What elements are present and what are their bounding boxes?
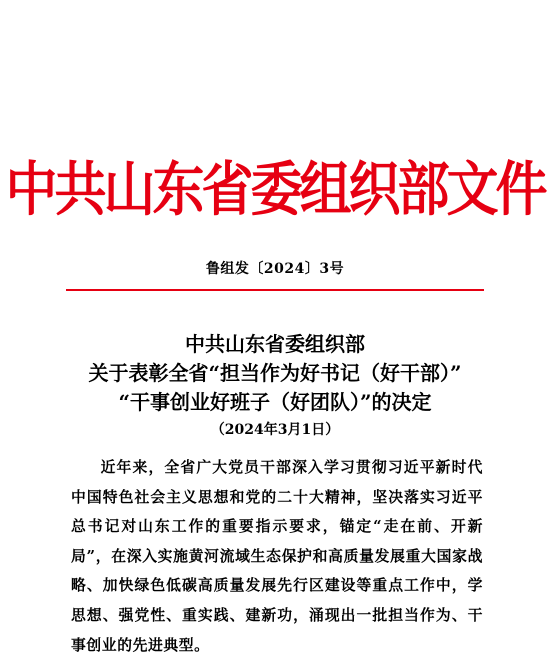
title-date: （2024年3月1日）	[210, 422, 340, 438]
document-masthead: 中共山东省委组织部文件	[5, 155, 545, 224]
red-divider-line	[66, 289, 484, 291]
document-title-block	[0, 330, 550, 441]
title-line-2: “干事创业好班子（好团队）”的决定	[118, 390, 432, 414]
title-issuer: 中共山东省委组织部	[185, 332, 365, 356]
title-line-1: 关于表彰全省“担当作为好书记（好干部）”	[88, 361, 462, 385]
document-number: 鲁组发〔2024〕3号	[205, 261, 345, 277]
body-paragraph: 近年来，全省广大党员干部深入学习贯彻习近平新时代中国特色社会主义思想和党的二十大精神，坚决落实习近平总书记对山东工作的重要指示要求，锚定“走在前、开新局”，在深入实施黄河流域生态保护和高质量发展重大国家战略、加快绿色低碳高质量发展先行区建设等重点工作中，学思想、强党性、重实践、建新功，涌现出一批担当作为、干事创业的先进典型。	[71, 459, 483, 654]
